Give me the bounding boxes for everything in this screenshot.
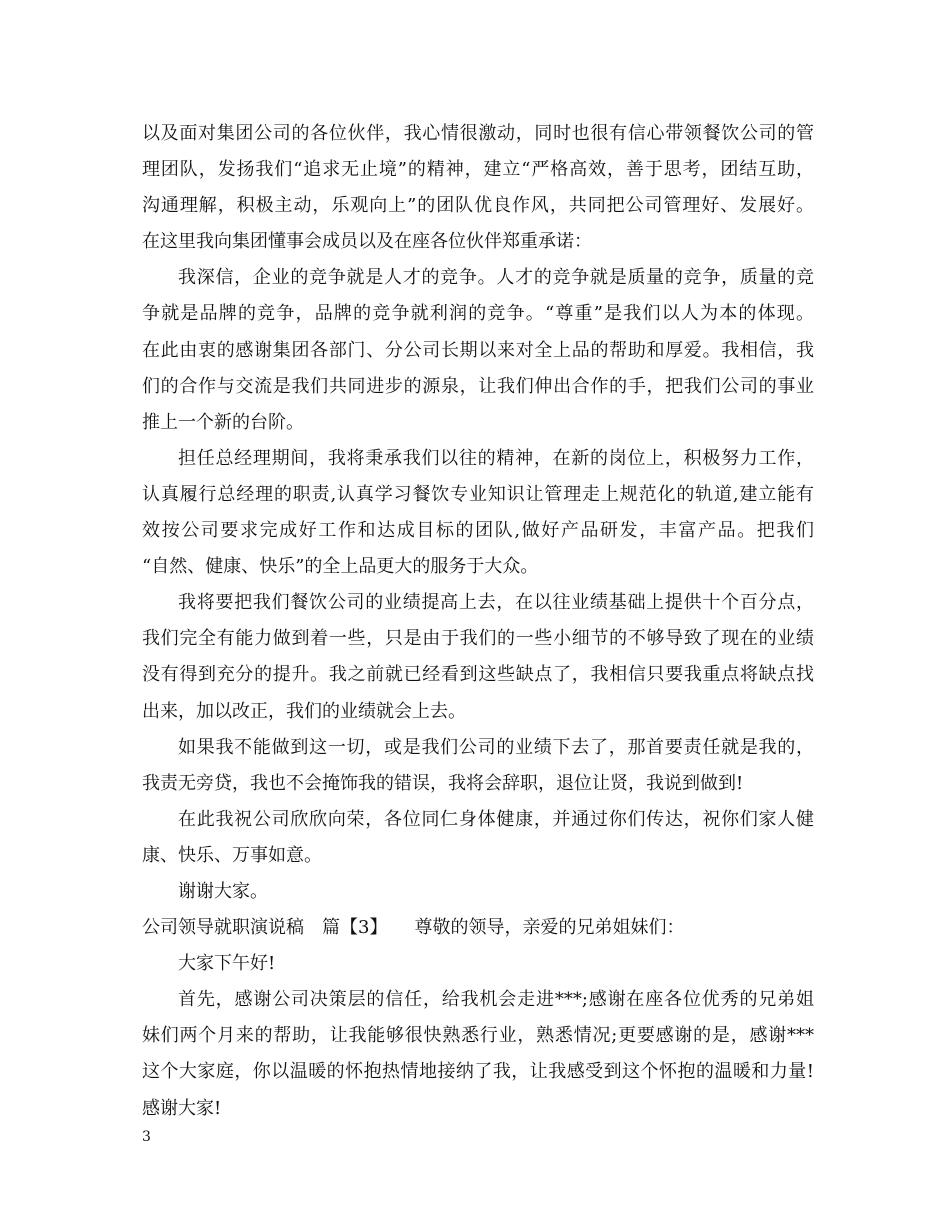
- text-line: 这个大家庭，你以温暖的怀抱热情地接纳了我，让我感受到这个怀抱的温暖和力量!: [142, 1061, 814, 1083]
- text-line: 我深信，企业的竞争就是人才的竞争。人才的竞争就是质量的竞争，质量的竞: [178, 267, 814, 289]
- text-line: 在此由衷的感谢集团各部门、分公司长期以来对全上品的帮助和厚爱。我相信，我: [142, 339, 814, 361]
- text-line: 妹们两个月来的帮助，让我能够很快熟悉行业，熟悉情况;更要感谢的是，感谢***: [142, 1025, 814, 1047]
- text-line: 们的合作与交流是我们共同进步的源泉，让我们伸出合作的手，把我们公司的事业: [142, 375, 814, 397]
- text-line: 康、快乐、万事如意。: [142, 844, 322, 866]
- text-line: 没有得到充分的提升。我之前就已经看到这些缺点了，我相信只要我重点将缺点找: [142, 664, 814, 686]
- text-line: 出来，加以改正，我们的业绩就会上去。: [142, 700, 466, 722]
- text-line: 如果我不能做到这一切，或是我们公司的业绩下去了，那首要责任就是我的，: [178, 736, 814, 758]
- text-line: 理团队，发扬我们“追求无止境”的精神，建立“严格高效，善于思考，团结互助，: [142, 159, 814, 181]
- text-line: 感谢大家!: [142, 1097, 222, 1119]
- text-line: 以及面对集团公司的各位伙伴，我心情很激动，同时也很有信心带领餐饮公司的管: [142, 123, 814, 144]
- text-line: 我责无旁贷，我也不会掩饰我的错误，我将会辞职，退位让贤，我说到做到!: [142, 772, 744, 794]
- text-line: 在此我祝公司欣欣向荣，各位同仁身体健康，并通过你们传达，祝你们家人健: [178, 808, 814, 830]
- text-line: 沟通理解，积极主动，乐观向上”的团队优良作风，共同把公司管理好、发展好。: [142, 195, 814, 217]
- text-line: 公司领导就职演说稿 篇【3】 尊敬的领导，亲爱的兄弟姐妹们：: [142, 917, 685, 939]
- text-line: “自然、健康、快乐”的全上品更大的服务于大众。: [142, 556, 539, 578]
- document-body: [142, 116, 814, 1127]
- text-line: 在这里我向集团懂事会成员以及在座各位伙伴郑重承诺：: [142, 231, 592, 253]
- text-line: 我将要把我们餐饮公司的业绩提高上去，在以往业绩基础上提供十个百分点，: [178, 592, 814, 614]
- text-line: 推上一个新的台阶。: [142, 411, 304, 433]
- text-line: 首先，感谢公司决策层的信任，给我机会走进***;感谢在座各位优秀的兄弟姐: [178, 989, 814, 1011]
- page-number: 3: [142, 1129, 151, 1145]
- text-line: 认真履行总经理的职责,认真学习餐饮专业知识让管理走上规范化的轨道,建立能有: [142, 483, 814, 505]
- text-line: 谢谢大家。: [178, 880, 268, 902]
- text-line: 担任总经理期间，我将秉承我们以往的精神，在新的岗位上，积极努力工作，: [178, 447, 814, 469]
- text-line: 效按公司要求完成好工作和达成目标的团队,做好产品研发，丰富产品。把我们: [142, 520, 814, 542]
- text-line: 我们完全有能力做到着一些，只是由于我们的一些小细节的不够导致了现在的业绩: [142, 628, 814, 650]
- text-line: 大家下午好!: [178, 953, 276, 975]
- text-line: 争就是品牌的竞争，品牌的竞争就利润的竞争。“尊重”是我们以人为本的体现。: [142, 303, 814, 325]
